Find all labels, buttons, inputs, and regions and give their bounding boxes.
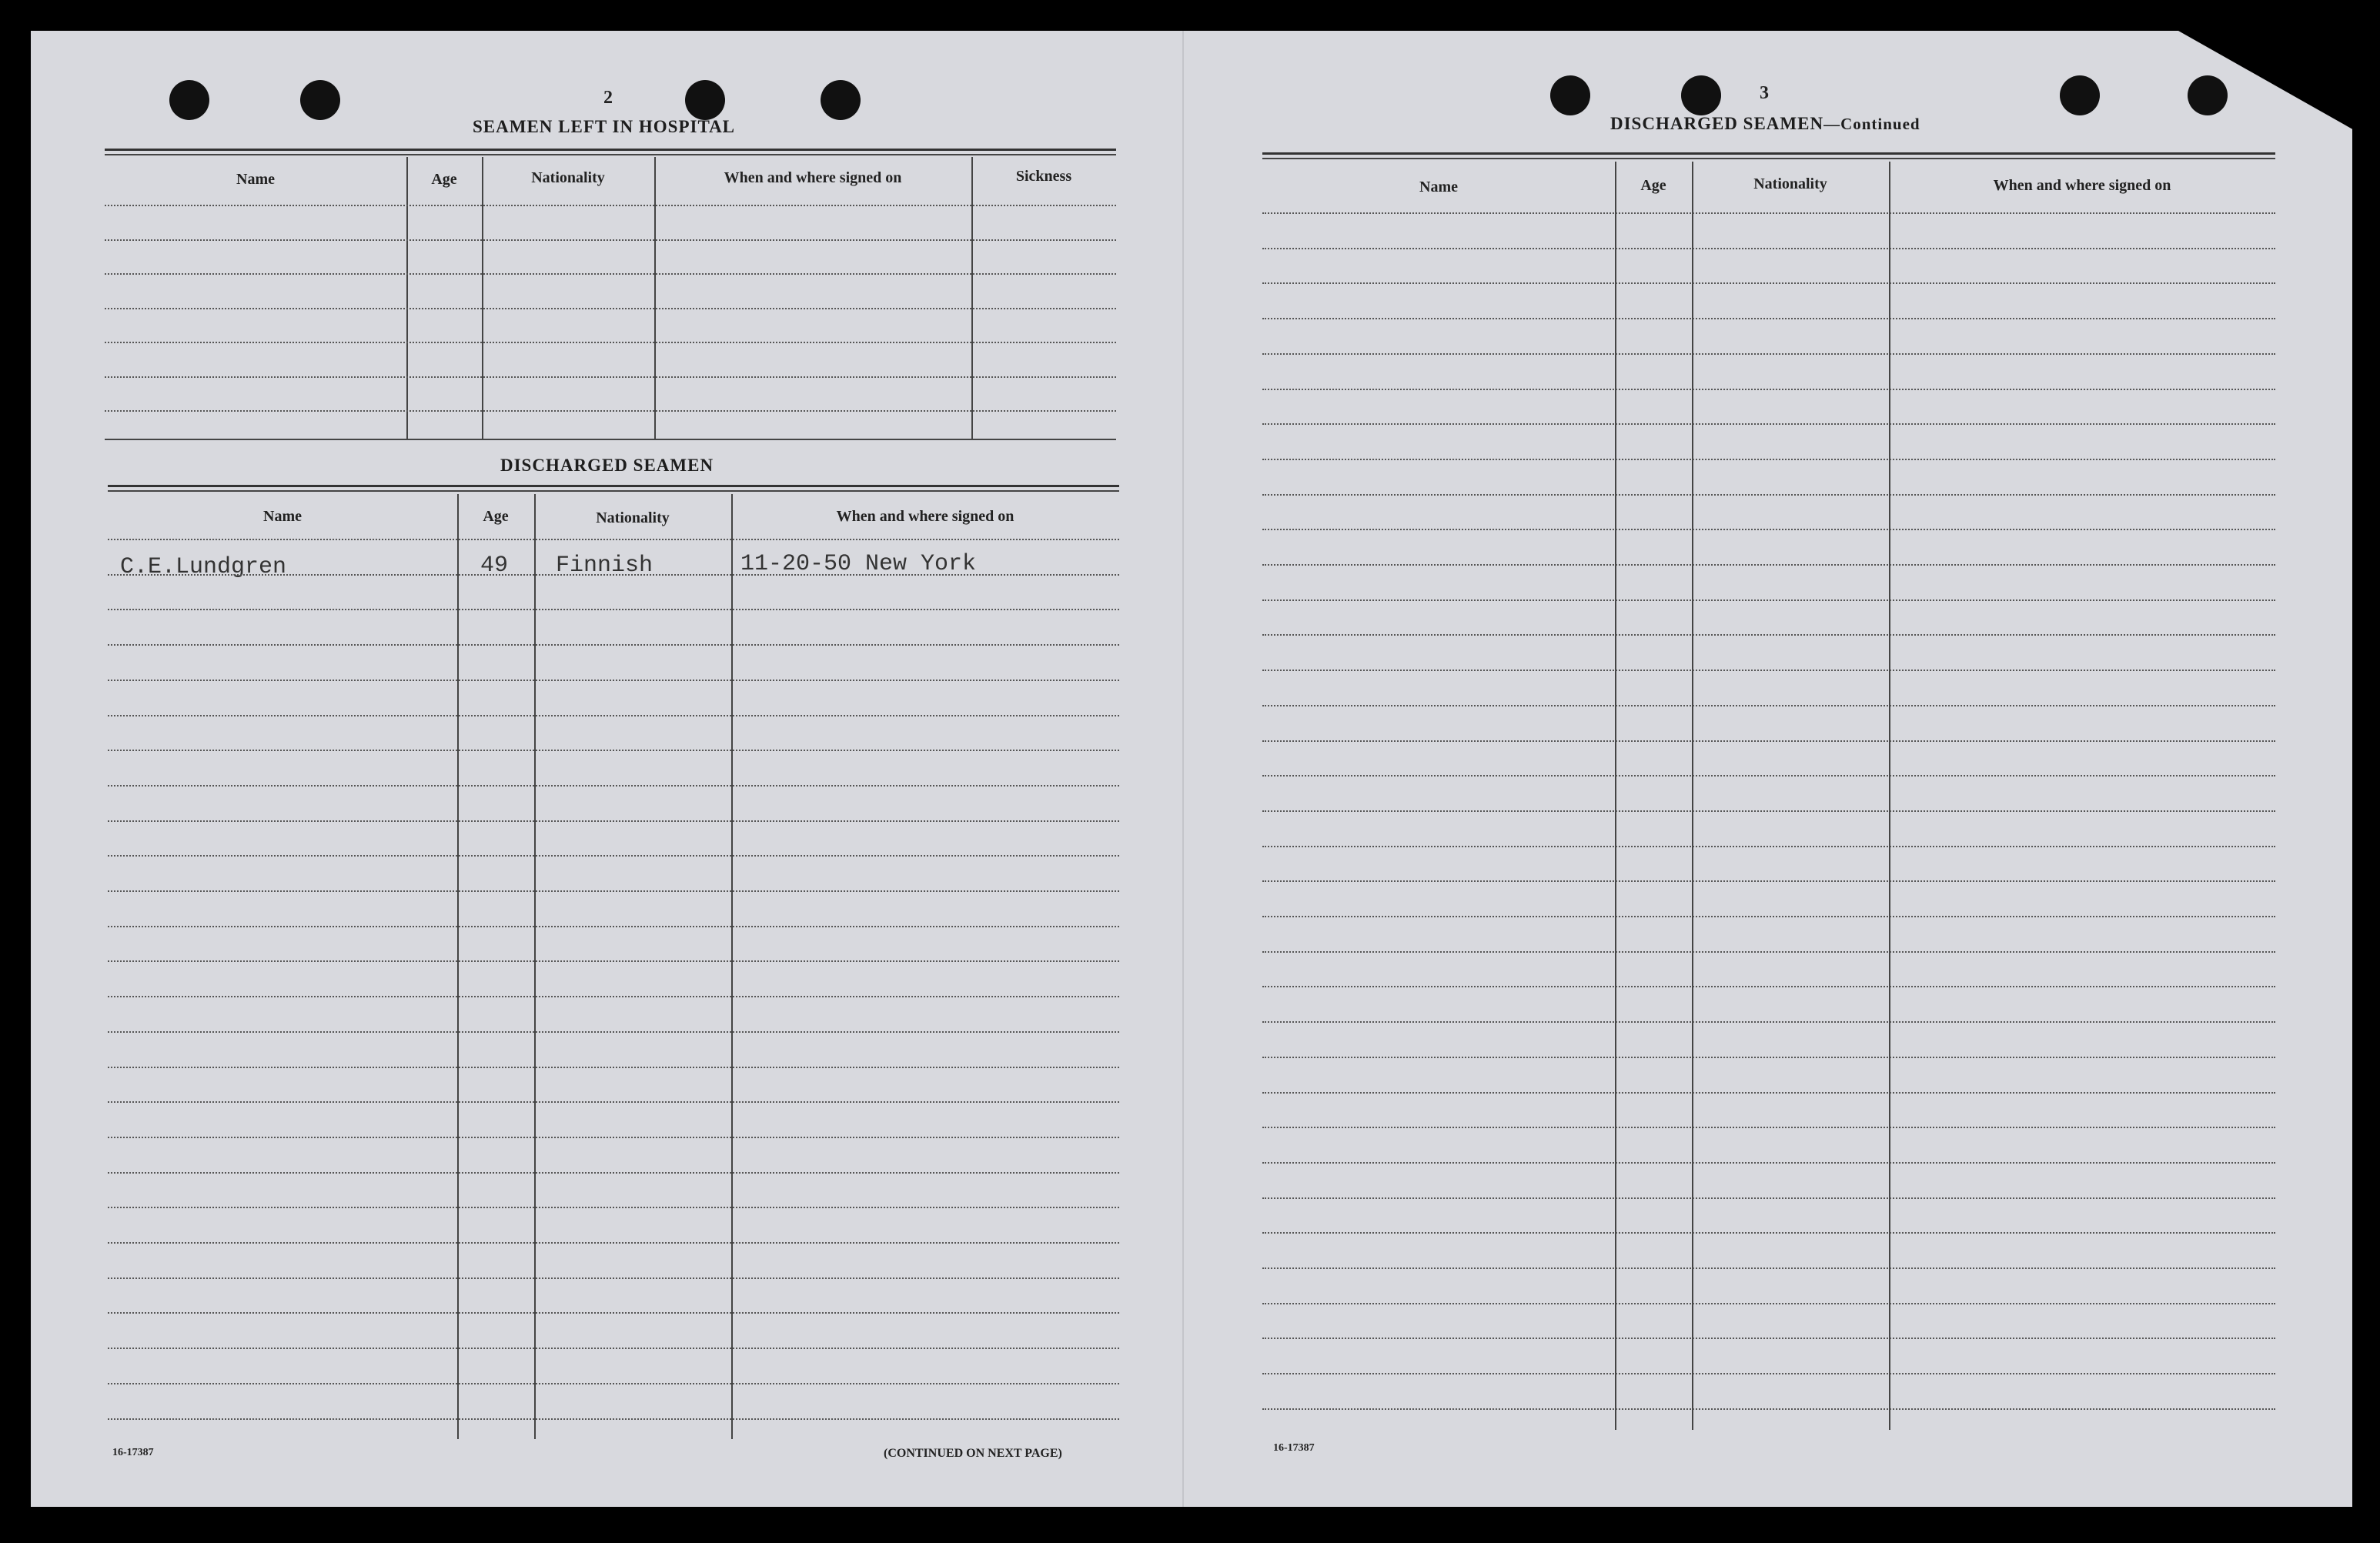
form-row-line: [108, 644, 1119, 646]
form-row-line: [108, 890, 1119, 892]
right-col-name: Name: [1419, 179, 1458, 195]
right-col-divider: [1615, 162, 1616, 1430]
form-row-line: [108, 609, 1119, 610]
right-col-age: Age: [1640, 177, 1666, 194]
form-row-line: [1262, 810, 2275, 812]
page-number-left: 2: [603, 88, 613, 108]
punch-hole: [1550, 75, 1590, 115]
form-row-line: [1262, 1162, 2275, 1164]
form-row-line: [1262, 423, 2275, 425]
form-row-line: [1262, 880, 2275, 882]
paper-sheet: [31, 31, 2352, 1507]
form-row-line: [108, 996, 1119, 997]
right-top-rule-2: [1262, 158, 2275, 159]
form-row-line: [1262, 1338, 2275, 1339]
form-row-line: [108, 785, 1119, 787]
form-row-line: [108, 680, 1119, 681]
form-row-line: [108, 820, 1119, 822]
page-number-right: 3: [1760, 83, 1769, 103]
form-row-line: [108, 960, 1119, 962]
form-row-line: [108, 1207, 1119, 1208]
form-row-line: [1262, 389, 2275, 390]
form-row-line: [108, 1101, 1119, 1103]
punch-hole: [169, 80, 209, 120]
form-row-line: [1262, 459, 2275, 460]
hospital-col-divider: [971, 157, 973, 439]
hospital-section-title: SEAMEN LEFT IN HOSPITAL: [473, 117, 736, 136]
entry-nationality: Finnish: [556, 553, 653, 579]
form-row-line: [1262, 705, 2275, 706]
form-row-line: [1262, 1057, 2275, 1058]
right-col-nationality: Nationality: [1753, 175, 1827, 192]
right-section-title: DISCHARGED SEAMEN—Continued: [1610, 114, 1920, 133]
form-row-line: [108, 926, 1119, 927]
form-row-line: [1262, 1232, 2275, 1234]
hospital-top-rule-2: [105, 154, 1116, 155]
form-row-line: [1262, 282, 2275, 284]
continued-note: (CONTINUED ON NEXT PAGE): [884, 1447, 1062, 1460]
form-row-line: [108, 1172, 1119, 1174]
punch-hole: [821, 80, 861, 120]
discharged-section-title: DISCHARGED SEAMEN: [500, 456, 714, 475]
discharged-col-divider: [457, 494, 459, 1439]
discharged-col-divider: [731, 494, 733, 1439]
form-row-line: [108, 1383, 1119, 1384]
discharged-col-nationality: Nationality: [596, 509, 670, 526]
form-row-line: [1262, 353, 2275, 355]
punch-hole: [2188, 75, 2228, 115]
form-row-line: [1262, 740, 2275, 742]
form-row-line: [1262, 1127, 2275, 1128]
form-number-right: 16-17387: [1273, 1442, 1315, 1454]
form-row-line: [1262, 634, 2275, 636]
entry-name: C.E.Lundgren: [120, 554, 287, 580]
punch-hole: [2060, 75, 2100, 115]
discharged-col-divider: [534, 494, 536, 1439]
right-col-divider: [1692, 162, 1693, 1430]
form-row-line: [1262, 599, 2275, 601]
form-row-line: [1262, 564, 2275, 566]
punch-hole: [300, 80, 340, 120]
punch-hole: [685, 80, 725, 120]
form-row-line: [105, 308, 1116, 309]
hospital-col-divider: [406, 157, 408, 439]
form-row-line: [108, 1348, 1119, 1349]
form-row-line: [1262, 951, 2275, 953]
form-row-line: [1262, 1092, 2275, 1094]
hospital-col-nationality: Nationality: [531, 169, 605, 186]
punch-hole: [1681, 75, 1721, 115]
right-top-rule: [1262, 152, 2275, 155]
form-row-line: [1262, 916, 2275, 917]
form-row-line: [1262, 670, 2275, 671]
hospital-col-sickness: Sickness: [1015, 168, 1072, 185]
page-fold: [1182, 31, 1184, 1507]
form-row-line: [1262, 986, 2275, 987]
form-row-line: [105, 239, 1116, 241]
form-row-line: [108, 1067, 1119, 1068]
hospital-col-divider: [482, 157, 483, 439]
form-row-line: [105, 205, 1116, 206]
form-number-left: 16-17387: [112, 1447, 154, 1458]
entry-signed-on: 11-20-50 New York: [740, 551, 977, 577]
hospital-col-signed-on: When and where signed on: [724, 169, 902, 186]
form-row-line: [108, 715, 1119, 716]
form-row-line: [1262, 494, 2275, 496]
form-row-line: [1262, 1197, 2275, 1199]
form-row-line: [1262, 318, 2275, 319]
discharged-col-signed-on: When and where signed on: [836, 508, 1015, 525]
form-row-line: [108, 1418, 1119, 1420]
hospital-bottom-rule: [105, 439, 1116, 440]
discharged-col-age: Age: [483, 508, 509, 525]
form-row-line: [108, 1031, 1119, 1033]
form-row-line: [108, 855, 1119, 857]
form-row-line: [1262, 1021, 2275, 1023]
discharged-col-name: Name: [263, 508, 302, 525]
form-row-line: [108, 750, 1119, 751]
form-row-line: [108, 1312, 1119, 1314]
form-row-line: [105, 273, 1116, 275]
form-row-line: [108, 539, 1119, 540]
form-row-line: [1262, 529, 2275, 530]
discharged-top-rule-2: [108, 490, 1119, 492]
hospital-top-rule: [105, 149, 1116, 151]
form-row-line: [105, 342, 1116, 343]
form-row-line: [105, 410, 1116, 412]
form-row-line: [1262, 248, 2275, 249]
form-row-line: [108, 1242, 1119, 1244]
form-row-line: [1262, 1303, 2275, 1304]
hospital-col-age: Age: [431, 171, 457, 188]
form-row-line: [1262, 775, 2275, 777]
form-row-line: [105, 376, 1116, 378]
right-col-divider: [1889, 162, 1890, 1430]
form-row-line: [108, 574, 1119, 576]
form-row-line: [1262, 212, 2275, 214]
form-row-line: [1262, 1267, 2275, 1269]
hospital-col-divider: [654, 157, 656, 439]
right-col-signed-on: When and where signed on: [1993, 177, 2171, 194]
hospital-col-name: Name: [236, 171, 275, 188]
entry-age: 49: [480, 553, 509, 579]
form-row-line: [108, 1137, 1119, 1138]
form-row-line: [108, 1277, 1119, 1279]
form-row-line: [1262, 1408, 2275, 1410]
form-row-line: [1262, 1373, 2275, 1374]
form-row-line: [1262, 846, 2275, 847]
discharged-top-rule: [108, 485, 1119, 487]
